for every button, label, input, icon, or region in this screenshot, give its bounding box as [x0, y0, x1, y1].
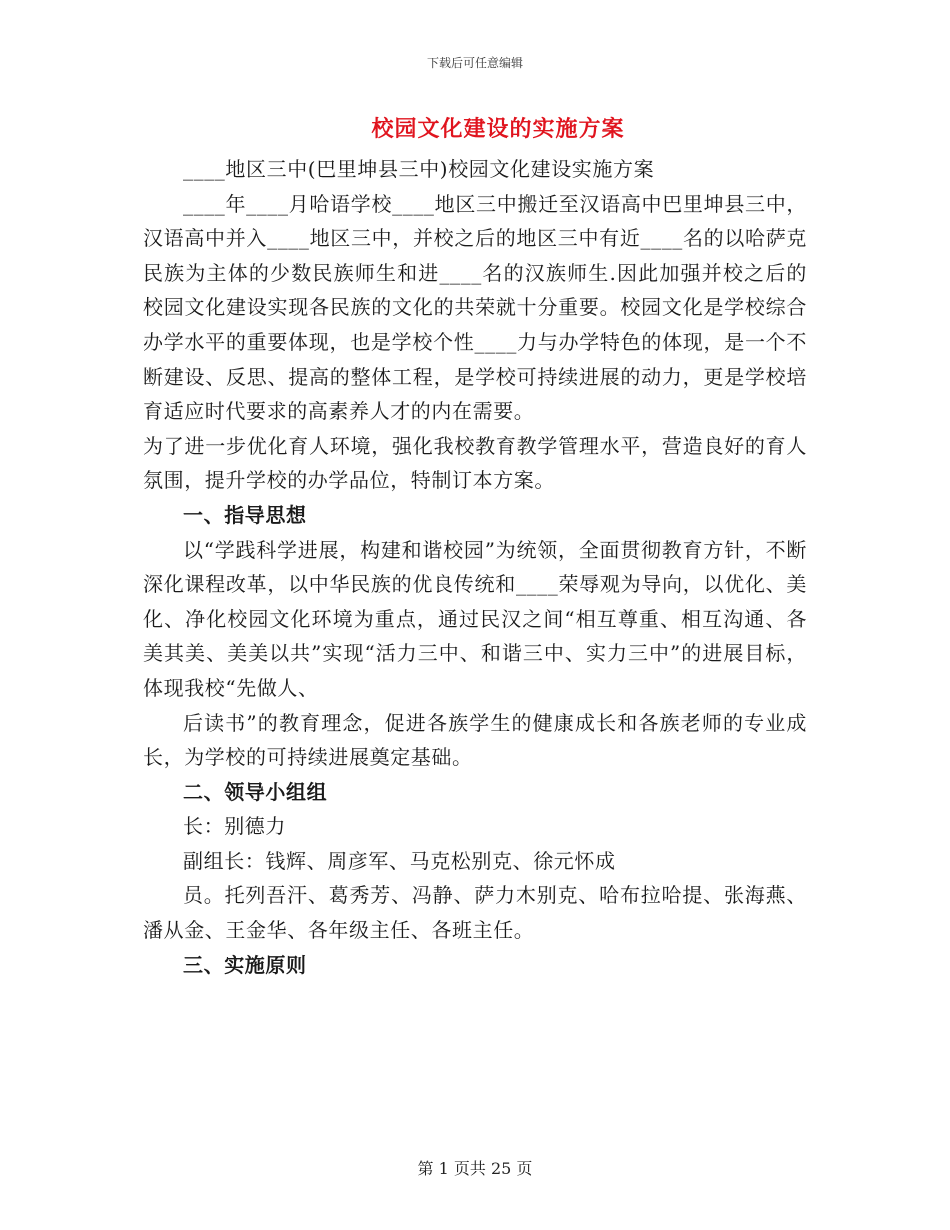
- members-paragraph: 员。托列吾汗、葛秀芳、冯静、萨力木别克、哈布拉哈提、张海燕、潘从金、王金华、各年级主任、各班主任。: [143, 883, 807, 943]
- group-leader-line: 长：别德力: [183, 814, 286, 839]
- page-number-footer: 第 1 页共 25 页: [417, 1159, 533, 1178]
- purpose-paragraph: 为了进一步优化育人环境，强化我校教育教学管理水平，营造良好的育人氛围，提升学校的办学品位，特制订本方案。: [143, 433, 807, 493]
- education-concept-paragraph: 后读书”的教育理念，促进各族学生的健康成长和各族老师的专业成长，为学校的可持续进展奠定基础。: [143, 710, 807, 770]
- deputy-leaders-line: 副组长：钱辉、周彦军、马克松别克、徐元怀成: [183, 848, 616, 873]
- document-title: 校园文化建设的实施方案: [371, 116, 625, 142]
- document-body: [143, 152, 807, 982]
- section-heading-implementation-principles: 三、实施原则: [183, 952, 307, 977]
- subtitle-paragraph: ____地区三中(巴里坤县三中)校园文化建设实施方案: [183, 157, 655, 181]
- section-heading-leadership-group: 二、领导小组组: [183, 779, 328, 804]
- header-note: 下载后可任意编辑: [426, 56, 523, 70]
- intro-paragraph: ____年____月哈语学校____地区三中搬迁至汉语高中巴里坤县三中，汉语高中并入____地区三中，并校之后的地区三中有近____名的以哈萨克民族为主体的少数民族师生和进____名的汉族师生.因此加强并校之后的校园文化建设实现各民族的文化的共荣就十分重要。校园文化是学校综合办学水平的重要体现，也是学校个性____力与办学特色的体现，是一个不断建设、反思、提高的整体工程，是学校可持续进展的动力，更是学校培育适应时代要求的高素养人才的内在需要。: [143, 191, 807, 424]
- section-heading-guiding-ideology: 一、指导思想: [183, 502, 307, 527]
- guiding-ideology-paragraph: 以“学践科学进展，构建和谐校园”为统领，全面贯彻教育方针，不断深化课程改革，以中华民族的优良传统和____荣辱观为导向，以优化、美化、净化校园文化环境为重点，通过民汉之间“相互尊重、相互沟通、各美其美、美美以共”实现“活力三中、和谐三中、实力三中”的进展目标，体现我校“先做人、: [143, 537, 807, 700]
